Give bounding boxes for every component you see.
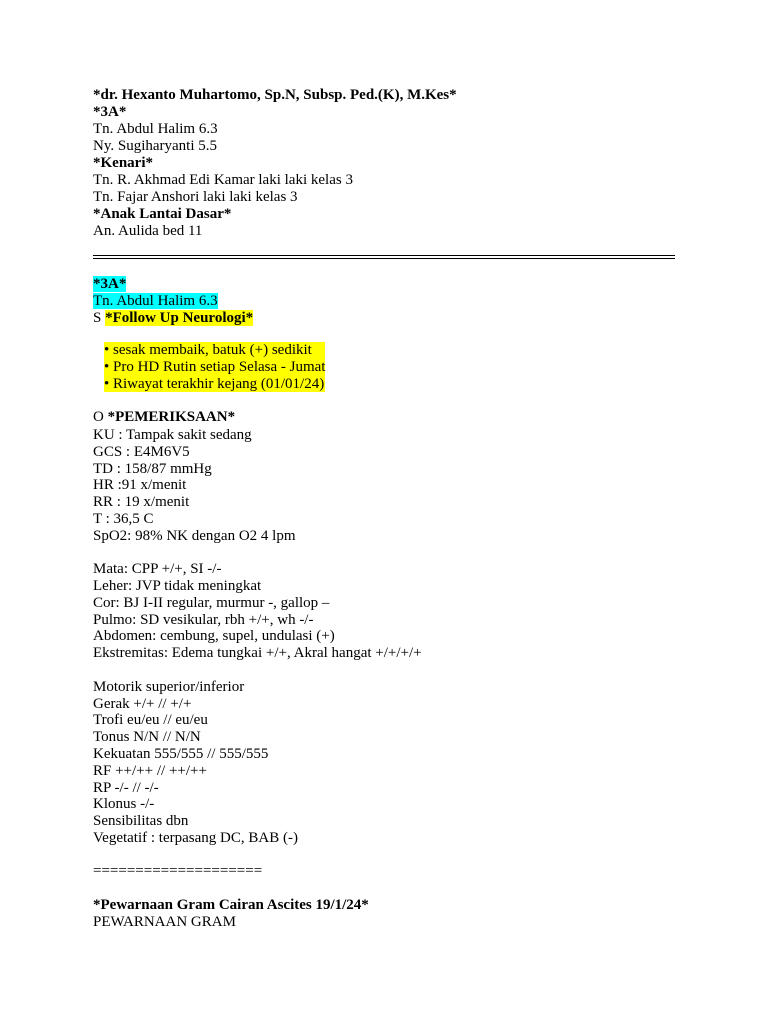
note-patient-label: Tn. Abdul Halim 6.3 [93,293,218,309]
divider-line [93,255,675,256]
motor-line: Tonus N/N // N/N [93,729,201,745]
exam-line: Abdomen: cembung, supel, undulasi (+) [93,628,335,644]
gram-title: *Pewarnaan Gram Cairan Ascites 19/1/24* [93,897,369,913]
ward-heading-anak: *Anak Lantai Dasar* [93,206,232,222]
vital-line: GCS : E4M6V5 [93,444,190,460]
subjective-heading [93,310,253,327]
o-label: O [93,409,104,425]
exam-line: Mata: CPP +/+, SI -/- [93,561,222,577]
text-separator: ==================== [93,863,263,879]
patient-line: Tn. Fajar Anshori laki laki kelas 3 [93,189,298,205]
motor-line: Kekuatan 555/555 // 555/555 [93,746,269,762]
motor-line: Sensibilitas dbn [93,813,189,829]
list-item: • sesak membaik, batuk (+) sedikit [104,342,312,358]
patient-line: Tn. R. Akhmad Edi Kamar laki laki kelas 3 [93,172,353,188]
note-patient [93,293,218,310]
motor-line: RP -/- // -/- [93,780,159,796]
exam-line: Cor: BJ I-II regular, murmur -, gallop – [93,595,330,611]
objective-heading [93,409,235,426]
list-item: • Riwayat terakhir kejang (01/01/24) [104,375,325,392]
list-item: • Pro HD Rutin setiap Selasa - Jumat [104,358,326,375]
ward-heading-3a: *3A* [93,104,127,120]
note-ward [93,276,126,293]
subjective-bullets [104,342,325,392]
patient-line: An. Aulida bed 11 [93,223,203,239]
vital-line: T : 36,5 C [93,511,154,527]
motor-line: Trofi eu/eu // eu/eu [93,712,208,728]
note-ward-label: *3A* [93,276,127,292]
s-title: *Follow Up Neurologi* [105,310,254,326]
patient-line: Ny. Sugiharyanti 5.5 [93,138,218,154]
vital-line: HR :91 x/menit [93,477,187,493]
exam-line: Leher: JVP tidak meningkat [93,578,262,594]
divider-line [93,258,675,259]
exam-line: Pulmo: SD vesikular, rbh +/+, wh -/- [93,612,314,628]
vital-line: KU : Tampak sakit sedang [93,427,252,443]
o-title: *PEMERIKSAAN* [107,409,236,425]
s-label: S [93,310,102,326]
exam-line: Ekstremitas: Edema tungkai +/+, Akral hangat +/+/+/+ [93,645,422,661]
motor-line: Motorik superior/inferior [93,679,245,695]
motor-line: RF ++/++ // ++/++ [93,763,207,779]
gram-subtitle: PEWARNAAN GRAM [93,914,236,930]
motor-line: Gerak +/+ // +/+ [93,696,192,712]
vital-line: SpO2: 98% NK dengan O2 4 lpm [93,528,296,544]
doctor-name: *dr. Hexanto Muhartomo, Sp.N, Subsp. Ped.(K), M.Kes* [93,87,457,103]
motor-line: Klonus -/- [93,796,155,812]
motor-line: Vegetatif : terpasang DC, BAB (-) [93,830,298,846]
vital-line: TD : 158/87 mmHg [93,461,212,477]
vital-line: RR : 19 x/menit [93,494,190,510]
ward-heading-kenari: *Kenari* [93,155,153,171]
patient-line: Tn. Abdul Halim 6.3 [93,121,218,137]
